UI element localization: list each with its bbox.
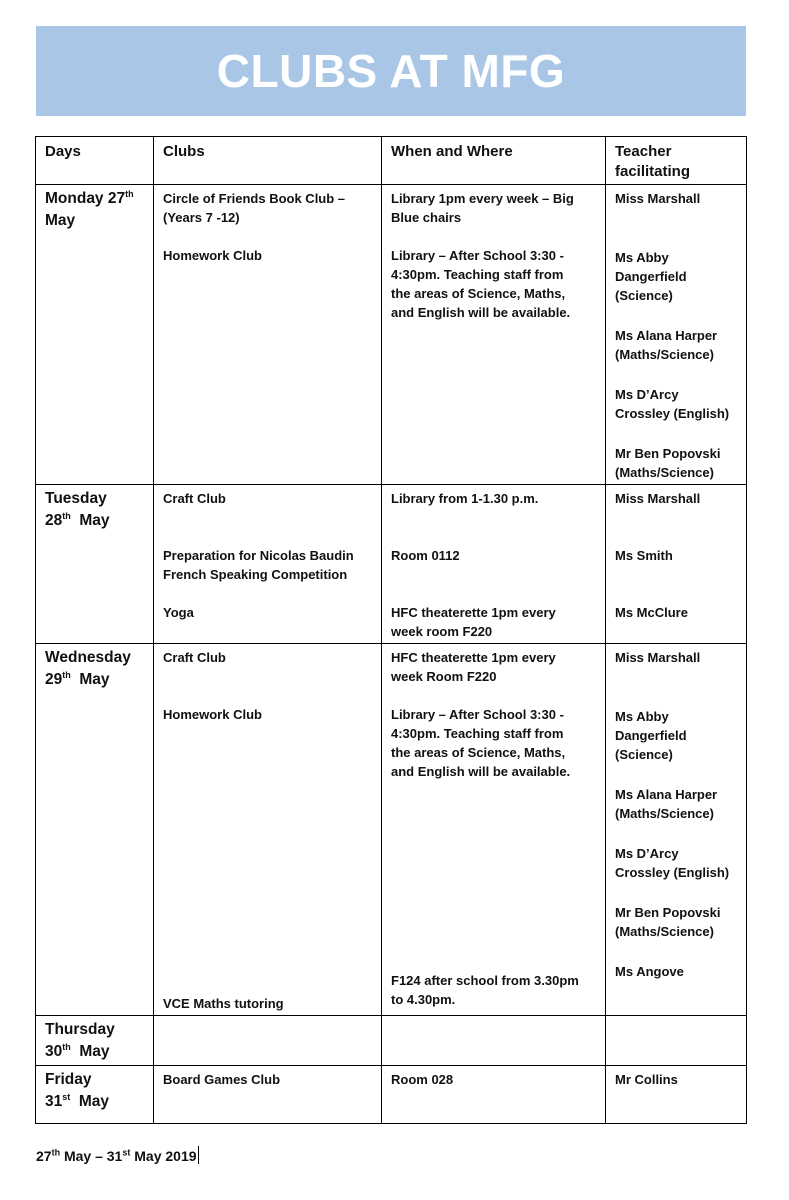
teacher-cell bbox=[606, 1016, 747, 1066]
when-where-cell bbox=[382, 1066, 606, 1124]
teacher-entry: Ms D’Arcy Crossley (English) bbox=[615, 387, 730, 421]
teacher-entry: Ms Abby Dangerfield (Science) bbox=[615, 709, 687, 762]
day-suffix: th bbox=[125, 188, 134, 199]
day-number: 28 bbox=[45, 512, 63, 529]
teacher-cell bbox=[606, 185, 747, 485]
clubs-cell bbox=[154, 1066, 382, 1124]
day-month: May bbox=[79, 671, 110, 688]
header-teacher: Teacher facilitating bbox=[606, 137, 747, 185]
clubs-cell bbox=[154, 1016, 382, 1066]
day-suffix: th bbox=[62, 1041, 71, 1052]
day-cell bbox=[36, 485, 154, 644]
when-where-cell bbox=[382, 1016, 606, 1066]
table-row-monday bbox=[36, 185, 747, 485]
teacher-entry: Ms Alana Harper (Maths/Science) bbox=[615, 787, 718, 821]
day-month: May bbox=[78, 1093, 110, 1110]
day-name: Friday bbox=[45, 1071, 92, 1088]
header-when-where: When and Where bbox=[382, 137, 606, 185]
footer-middle: May – 31 bbox=[60, 1148, 123, 1164]
day-name: Wednesday bbox=[45, 649, 131, 666]
when-entry: Library from 1-1.30 p.m. bbox=[391, 491, 539, 506]
day-number: 29 bbox=[45, 671, 63, 688]
footer-start-suffix: th bbox=[51, 1147, 61, 1158]
day-name: Thursday bbox=[45, 1021, 115, 1038]
day-suffix: st bbox=[62, 1091, 71, 1102]
club-entry: Homework Club bbox=[163, 707, 262, 722]
teacher-cell bbox=[606, 485, 747, 644]
day-month: May bbox=[79, 1043, 110, 1060]
when-where-cell bbox=[382, 185, 606, 485]
when-where-cell bbox=[382, 644, 606, 1016]
teacher-cell bbox=[606, 644, 747, 1016]
club-entry: Yoga bbox=[163, 605, 194, 620]
clubs-cell bbox=[154, 485, 382, 644]
day-number: 31 bbox=[45, 1093, 63, 1110]
teacher-entry: Ms McClure bbox=[615, 605, 688, 620]
text-cursor bbox=[198, 1146, 199, 1164]
header-clubs: Clubs bbox=[154, 137, 382, 185]
day-name: Monday 27 bbox=[45, 190, 126, 207]
teacher-entry: Miss Marshall bbox=[615, 191, 701, 206]
table-row-friday bbox=[36, 1066, 747, 1124]
footer-end-suffix: st bbox=[122, 1147, 131, 1158]
table-row-tuesday bbox=[36, 485, 747, 644]
when-entry: Room 0112 bbox=[391, 548, 460, 563]
club-entry: Homework Club bbox=[163, 248, 262, 263]
club-entry: Craft Club bbox=[163, 491, 226, 506]
teacher-entry: Miss Marshall bbox=[615, 491, 701, 506]
when-entry: Library 1pm every week – Big Blue chairs bbox=[391, 191, 574, 225]
day-number: 30 bbox=[45, 1043, 63, 1060]
clubs-cell bbox=[154, 644, 382, 1016]
when-entry: Room 028 bbox=[391, 1072, 454, 1087]
teacher-entry: Ms Angove bbox=[615, 964, 684, 979]
clubs-cell bbox=[154, 185, 382, 485]
day-cell bbox=[36, 644, 154, 1016]
teacher-entry: Mr Collins bbox=[615, 1072, 678, 1087]
when-entry: Library – After School 3:30 - 4:30pm. Teaching staff from the areas of Science, Maths, and English will be available. bbox=[391, 707, 571, 779]
table-row-wednesday bbox=[36, 644, 747, 1016]
header-row bbox=[36, 137, 747, 185]
teacher-entry: Ms Alana Harper (Maths/Science) bbox=[615, 328, 718, 362]
day-suffix: th bbox=[62, 669, 71, 680]
clubs-table bbox=[35, 136, 747, 1124]
footer-end: May 2019 bbox=[130, 1148, 197, 1164]
teacher-entry: Ms Abby Dangerfield (Science) bbox=[615, 250, 687, 303]
day-name: Tuesday bbox=[45, 490, 107, 507]
page-title: CLUBS AT MFG bbox=[216, 45, 566, 97]
teacher-entry: Mr Ben Popovski (Maths/Science) bbox=[615, 446, 721, 480]
day-month: May bbox=[45, 212, 76, 229]
teacher-cell bbox=[606, 1066, 747, 1124]
day-cell bbox=[36, 1016, 154, 1066]
when-where-cell bbox=[382, 485, 606, 644]
day-cell bbox=[36, 185, 154, 485]
title-banner bbox=[36, 26, 746, 116]
when-entry: F124 after school from 3.30pm to 4.30pm. bbox=[391, 973, 579, 1007]
teacher-entry: Ms Smith bbox=[615, 548, 673, 563]
club-entry: Board Games Club bbox=[163, 1072, 281, 1087]
club-entry: Preparation for Nicolas Baudin French Speaking Competition bbox=[163, 548, 354, 582]
club-entry: Circle of Friends Book Club – (Years 7 -12) bbox=[163, 191, 346, 225]
teacher-entry: Miss Marshall bbox=[615, 650, 701, 665]
day-cell bbox=[36, 1066, 154, 1124]
teacher-entry: Mr Ben Popovski (Maths/Science) bbox=[615, 905, 721, 939]
day-suffix: th bbox=[62, 510, 71, 521]
when-entry: HFC theaterette 1pm every week Room F220 bbox=[391, 650, 556, 684]
teacher-entry: Ms D’Arcy Crossley (English) bbox=[615, 846, 730, 880]
day-month: May bbox=[79, 512, 110, 529]
when-entry: HFC theaterette 1pm every week room F220 bbox=[391, 605, 556, 639]
date-range-footer bbox=[36, 1146, 199, 1164]
footer-start-day: 27 bbox=[36, 1148, 52, 1164]
table-row-thursday bbox=[36, 1016, 747, 1066]
when-entry: Library – After School 3:30 - 4:30pm. Teaching staff from the areas of Science, Maths, and English will be available. bbox=[391, 248, 571, 320]
club-entry: Craft Club bbox=[163, 650, 226, 665]
header-days: Days bbox=[36, 137, 154, 185]
club-entry: VCE Maths tutoring bbox=[163, 996, 284, 1011]
